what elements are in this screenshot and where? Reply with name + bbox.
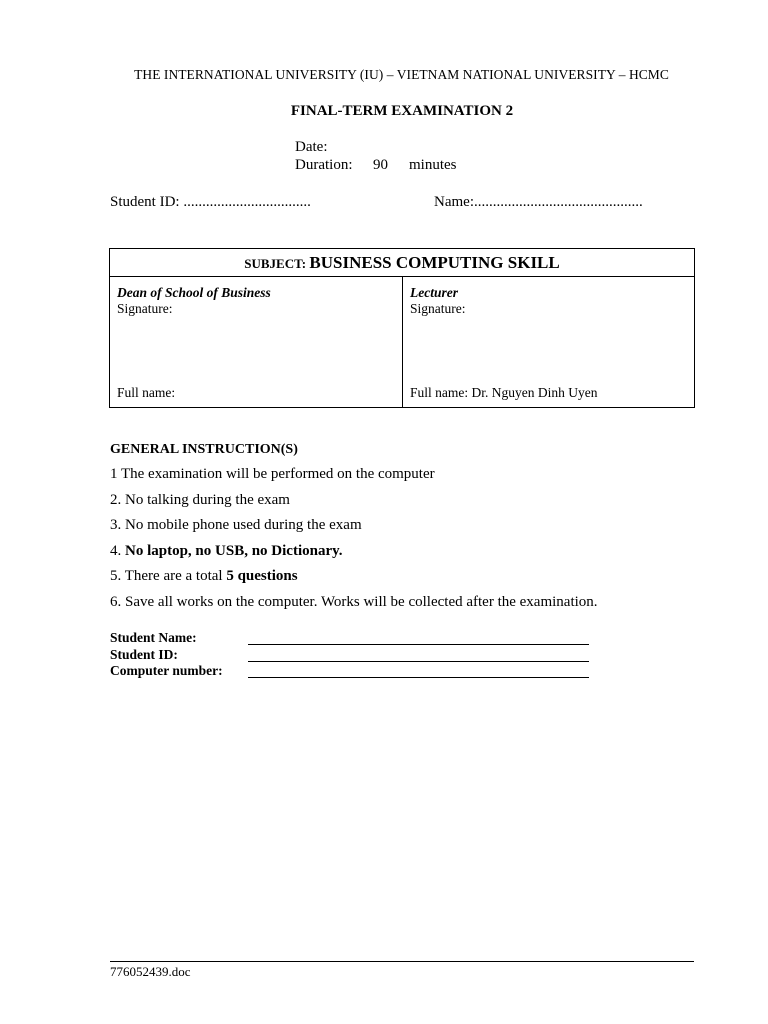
instruction-item (110, 543, 343, 560)
instruction-number: 4. (110, 543, 125, 559)
student-name-label: Student Name: (110, 630, 197, 645)
computer-number-label: Computer number: (110, 663, 223, 678)
instruction-item: 3. No mobile phone used during the exam (110, 517, 362, 533)
duration-unit: minutes (409, 157, 457, 173)
instruction-text: 5. There are a total (110, 568, 227, 584)
column-divider (402, 277, 403, 408)
footer-filename: 776052439.doc (110, 964, 191, 979)
instruction-item (110, 568, 298, 585)
student-id-field: Student ID: .................................. (110, 194, 311, 210)
instruction-item: 2. No talking during the exam (110, 492, 290, 508)
duration-value: 90 (373, 157, 388, 173)
instruction-emphasis: 5 questions (226, 568, 298, 584)
student-id-blank (248, 661, 589, 662)
lecturer-title: Lecturer (410, 285, 458, 300)
student-id-label: Student ID: (110, 647, 178, 662)
dean-title: Dean of School of Business (117, 285, 271, 300)
student-name-field: Name:............................................. (434, 194, 643, 210)
student-name-blank (248, 644, 589, 645)
subject-box (109, 248, 695, 408)
subject-name: BUSINESS COMPUTING SKILL (309, 253, 560, 272)
university-heading: THE INTERNATIONAL UNIVERSITY (IU) – VIETNAM NATIONAL UNIVERSITY – HCMC (134, 67, 669, 82)
duration-label: Duration: (295, 157, 353, 173)
lecturer-signature-label: Signature: (410, 301, 466, 316)
duration-row (295, 157, 457, 174)
dean-full-name-label: Full name: (117, 385, 176, 400)
subject-header (110, 249, 694, 277)
instruction-item: 1 The examination will be performed on the computer (110, 466, 435, 482)
exam-title: FINAL-TERM EXAMINATION 2 (290, 103, 514, 119)
instruction-item: 6. Save all works on the computer. Works will be collected after the examination. (110, 594, 598, 610)
instruction-emphasis: No laptop, no USB, no Dictionary. (125, 543, 343, 559)
date-label: Date: (295, 139, 328, 155)
computer-number-blank (248, 677, 589, 678)
instructions-heading: GENERAL INSTRUCTION(S) (110, 442, 298, 457)
dean-signature-label: Signature: (117, 301, 173, 316)
footer-divider (110, 961, 694, 962)
lecturer-full-name: Full name: Dr. Nguyen Dinh Uyen (410, 385, 598, 400)
subject-prefix: SUBJECT: (244, 256, 310, 271)
